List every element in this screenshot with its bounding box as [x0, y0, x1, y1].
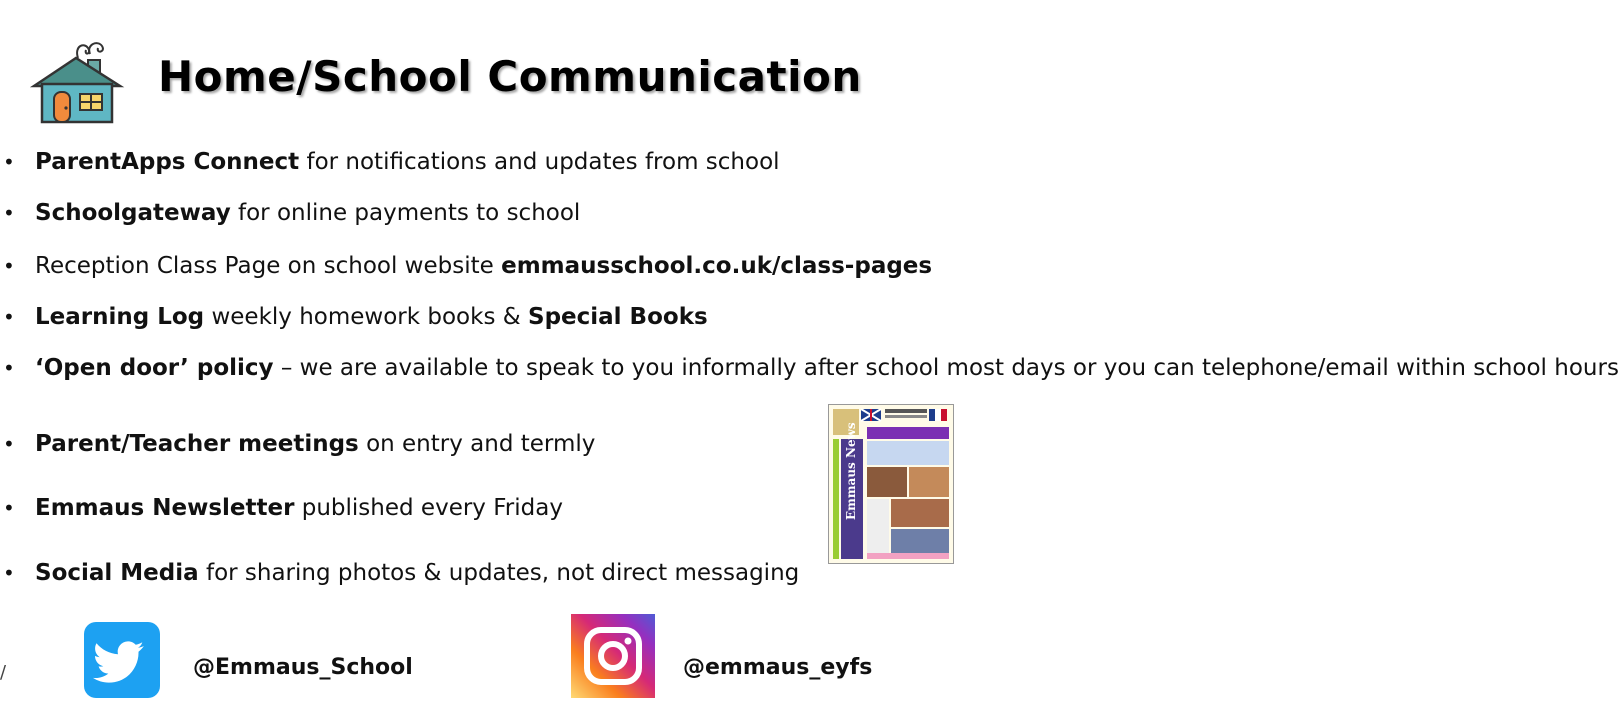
newsletter-masthead: Emmaus News: [844, 422, 858, 520]
twitter-handle[interactable]: @Emmaus_School: [193, 655, 413, 680]
page-title: Home/School Communication: [158, 52, 862, 101]
list-item: • Schoolgateway for online payments to school: [35, 201, 950, 226]
list-item: • Learning Log weekly homework books & Special Books: [35, 305, 950, 330]
instagram-icon[interactable]: [571, 614, 655, 698]
list-item: • ‘Open door’ policy – we are available to speak to you informally after school most days or you can telephone/email within school hours: [35, 355, 950, 381]
list-item: • ParentApps Connect for notifications and updates from school: [35, 150, 950, 175]
list-item: • Emmaus Newsletter published every Friday: [35, 496, 950, 521]
stray-mark: /: [0, 662, 7, 683]
list-item: • Reception Class Page on school website emmausschool.co.uk/class-pages: [35, 254, 950, 279]
twitter-icon[interactable]: [84, 622, 160, 698]
list-item: • Parent/Teacher meetings on entry and termly: [35, 432, 950, 457]
website-link[interactable]: emmausschool.co.uk/class-pages: [501, 253, 933, 279]
instagram-handle[interactable]: @emmaus_eyfs: [683, 655, 873, 680]
newsletter-thumbnail: [828, 404, 954, 564]
list-item: • Social Media for sharing photos & updates, not direct messaging: [35, 561, 950, 586]
